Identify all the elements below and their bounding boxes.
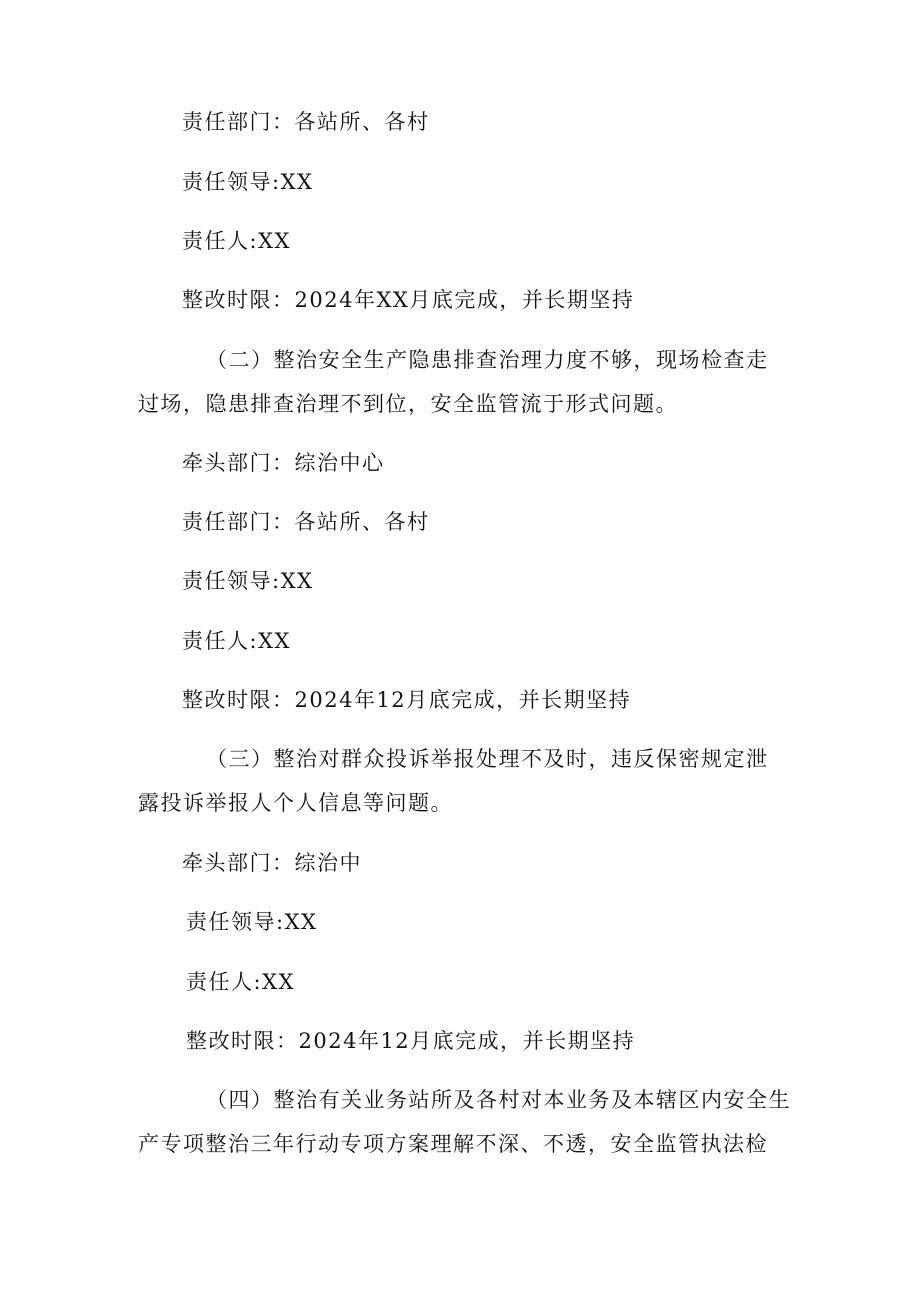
rectification-deadline-line: 整改时限：2024年12月底完成，并长期坚持 — [186, 1029, 636, 1053]
responsible-leader-line: 责任领导:XX — [182, 569, 314, 593]
responsible-leader-line: 责任领导:XX — [186, 910, 318, 934]
rectification-deadline-line: 整改时限：2024年XX月底完成，并长期坚持 — [182, 288, 635, 312]
rectification-deadline-line: 整改时限：2024年12月底完成，并长期坚持 — [182, 688, 632, 712]
paragraph-four-line-2: 产专项整治三年行动专项方案理解不深、不透，安全监管执法检 — [138, 1132, 768, 1156]
lead-department-line: 牵头部门：综治中 — [182, 851, 362, 875]
responsible-person-line: 责任人:XX — [186, 970, 295, 994]
paragraph-three-line-1: （三）整治对群众投诉举报处理不及时，违反保密规定泄 — [206, 747, 769, 771]
responsible-department-line: 责任部门：各站所、各村 — [182, 110, 430, 134]
lead-department-line: 牵头部门：综治中心 — [182, 451, 385, 475]
responsible-person-line: 责任人:XX — [182, 629, 291, 653]
paragraph-four — [138, 1086, 798, 1158]
paragraph-four-line-1: （四）整治有关业务站所及各村对本业务及本辖区内安全生 — [206, 1088, 791, 1112]
paragraph-two-line-2: 过场，隐患排查治理不到位，安全监管流于形式问题。 — [138, 392, 678, 416]
responsible-person-line: 责任人:XX — [182, 229, 291, 253]
paragraph-two-line-1: （二）整治安全生产隐患排查治理力度不够，现场检查走 — [206, 348, 769, 372]
responsible-department-line: 责任部门：各站所、各村 — [182, 510, 430, 534]
paragraph-two — [138, 346, 798, 418]
paragraph-three — [138, 745, 798, 817]
responsible-leader-line: 责任领导:XX — [182, 170, 314, 194]
paragraph-three-line-2: 露投诉举报人个人信息等问题。 — [138, 791, 453, 815]
